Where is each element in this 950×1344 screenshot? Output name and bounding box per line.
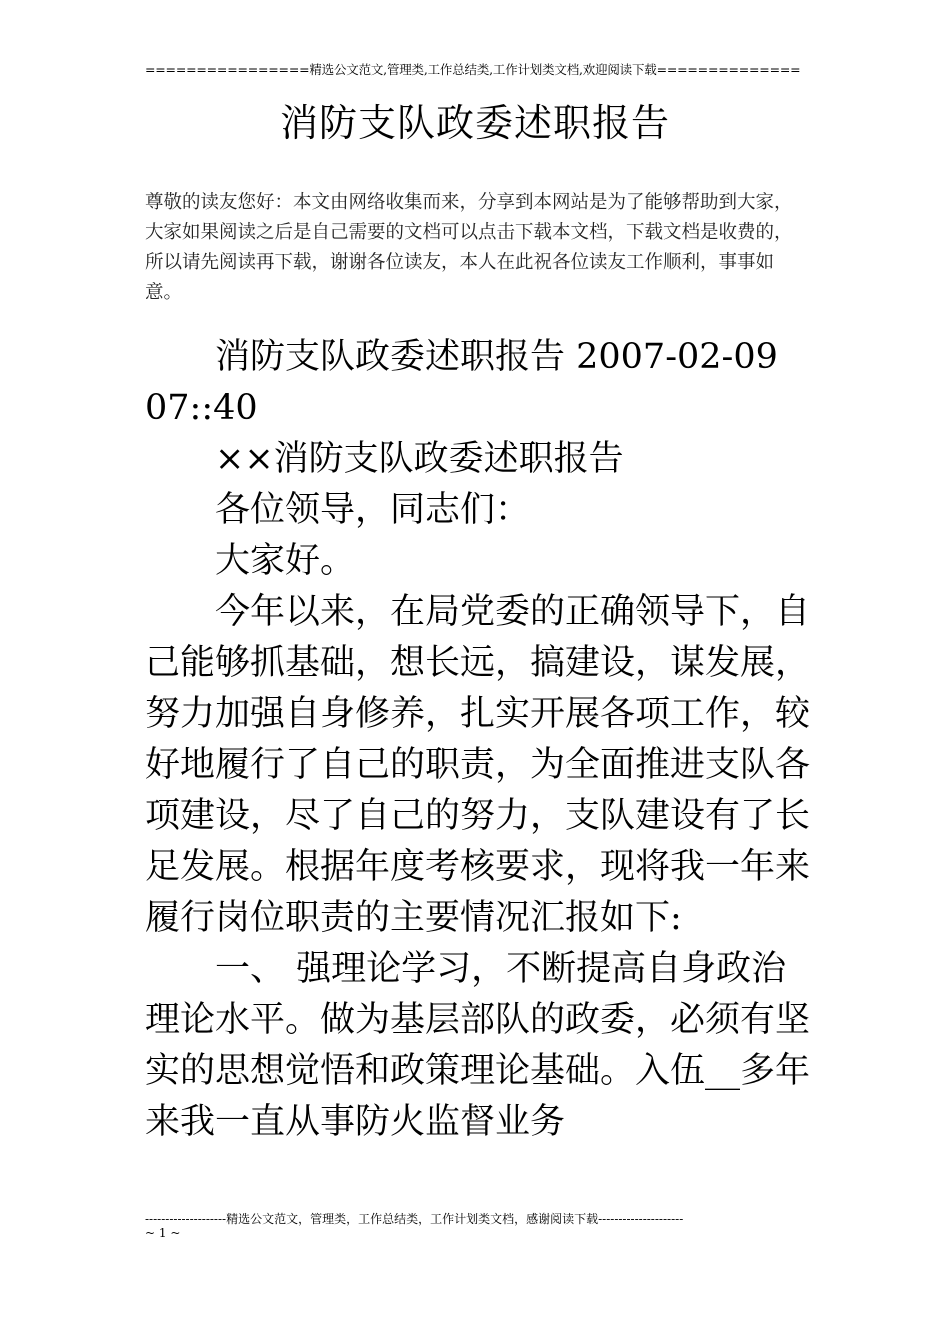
footer-banner: --------------------精选公文范文，管理类，工作总结类，工作计划类文档，感谢阅读下载---------------------	[145, 1212, 684, 1226]
body-paragraph-subtitle: ××消防支队政委述职报告	[215, 439, 624, 479]
document-title: 消防支队政委述职报告	[279, 101, 670, 145]
page-number: ~ 1 ~	[145, 1226, 181, 1240]
header-banner: ================精选公文范文,管理类,工作总结类,工作计划类文档,欢迎阅读下载==============	[145, 62, 801, 77]
reader-notice: 尊敬的读友您好：本文由网络收集而来，分享到本网站是为了能够帮助到大家，大家如果阅读之后是自己需要的文档可以点击下载本文档，下载文档是收费的，所以请先阅读再下载，谢谢各位读友，本人在此祝各位读友工作顺利，事事如意。	[145, 192, 793, 303]
body-paragraph-intro: 今年以来，在局党委的正确领导下，自己能够抓基础，想长远，搞建设，谋发展，努力加强自身修养，扎实开展各项工作，较好地履行了自己的职责，为全面推进支队各项建设，尽了自己的努力，支队建设有了长足发展。根据年度考核要求，现将我一年来履行岗位职责的主要情况汇报如下:	[145, 592, 811, 938]
document-body	[145, 332, 810, 1148]
body-paragraph-salutation: 各位领导，同志们：	[215, 490, 531, 530]
body-paragraph-heading: 消防支队政委述职报告 2007-02-09 07::40	[145, 337, 778, 428]
body-paragraph-section-1: 一、 强理论学习，不断提高自身政治理论水平。做为基层部队的政委，必须有坚实的思想觉悟和政策理论基础。入伍__多年来我一直从事防火监督业务	[145, 949, 811, 1142]
body-paragraph-greeting: 大家好。	[215, 541, 356, 581]
